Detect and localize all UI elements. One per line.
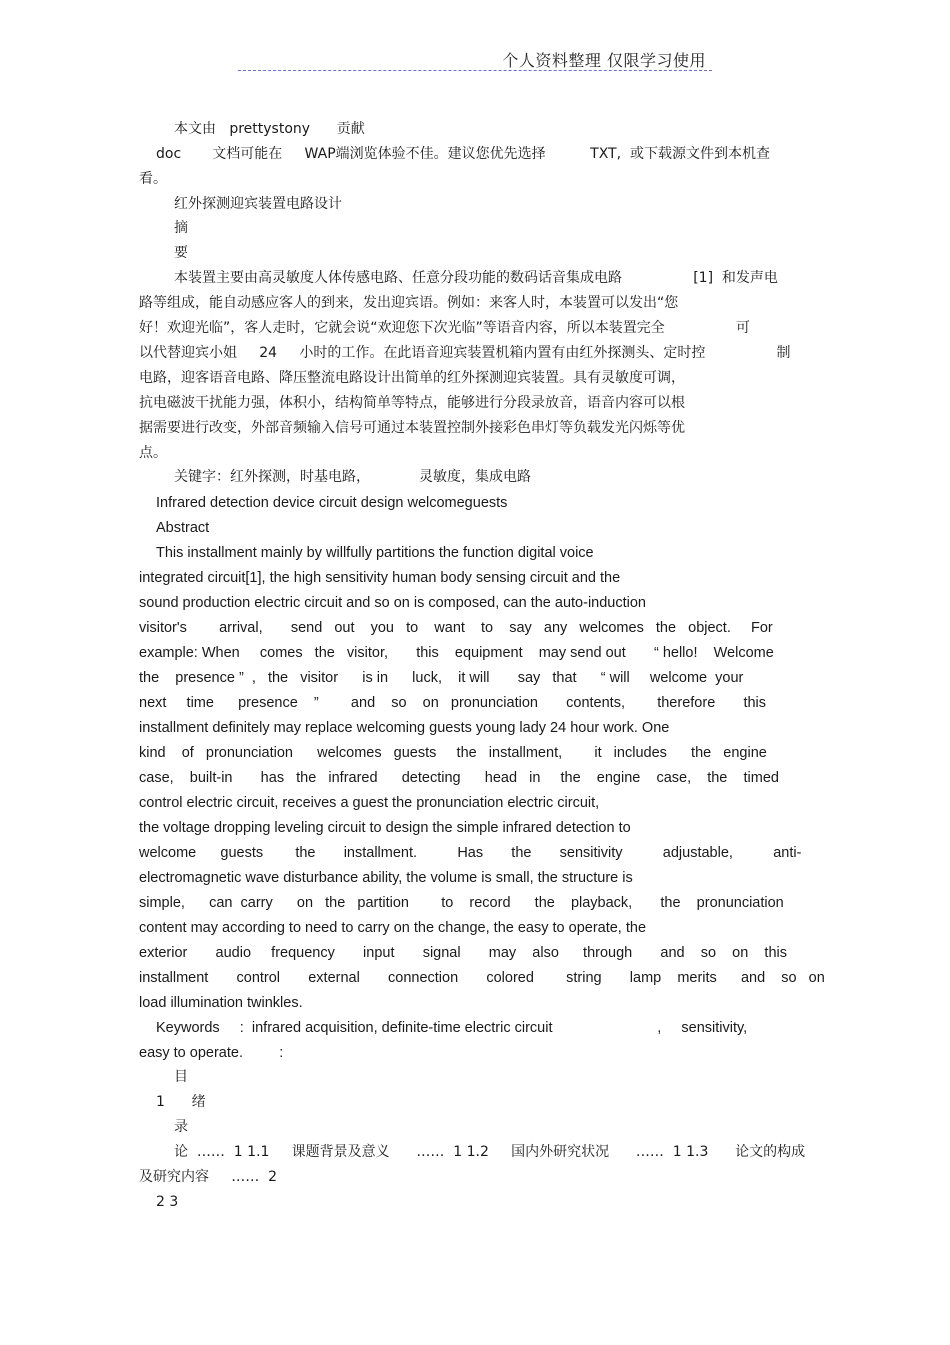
toc-entries: 论 …… 1 1.1 课题背景及意义 …… 1 1.2 国内外研究状况 …… 1 1.3 论文的构成 — [174, 1144, 806, 1160]
en-abstract-line: integrated circuit[1], the high sensitivity human body sensing circuit and the — [139, 570, 621, 586]
toc-heading-1: 目 — [174, 1069, 188, 1085]
en-abstract-line: content may according to need to carry on the change, the easy to operate, the — [139, 920, 647, 936]
cn-abstract-line: 抗电磁波干扰能力强，体积小，结构简单等特点，能够进行分段录放音，语音内容可以根 — [139, 395, 685, 411]
cn-abstract-line: 以代替迎宾小姐 24 小时的工作。在此语音迎宾装置机箱内置有由红外探测头、定时控 制 — [139, 345, 791, 361]
toc-entries-cont: 及研究内容 …… 2 — [139, 1169, 278, 1185]
en-abstract-line: kind of pronunciation welcomes guests the installment, it includes the engine — [139, 745, 767, 761]
abstract-heading-2: 要 — [174, 245, 188, 261]
en-abstract-line: installment control external connection colored string lamp merits and so on — [139, 970, 825, 986]
cn-abstract-line: 好！欢迎光临”，客人走时，它就会说“欢迎您下次光临”等语音内容，所以本装置完全 可 — [139, 320, 750, 336]
cn-abstract-line: 电路，迎客语音电路、降压整流电路设计出简单的红外探测迎宾装置。具有灵敏度可调， — [139, 370, 685, 386]
toc-heading-2: 录 — [174, 1119, 188, 1135]
cn-abstract-line: 路等组成，能自动感应客人的到来，发出迎宾语。例如：来客人时，本装置可以发出“您 — [139, 295, 679, 311]
page-header — [238, 46, 712, 71]
en-abstract-line: the voltage dropping leveling circuit to design the simple infrared detection to — [139, 820, 631, 836]
cn-abstract-line: 本装置主要由高灵敏度人体传感电路、任意分段功能的数码话音集成电路 [1] 和发声电 — [174, 270, 778, 286]
en-abstract-line: visitor's arrival, send out you to want to say any welcomes the object. For — [139, 620, 773, 636]
document-title: 红外探测迎宾装置电路设计 — [174, 196, 342, 212]
en-abstract-line: case, built-in has the infrared detecting head in the engine case, the timed — [139, 770, 779, 786]
en-abstract-line: electromagnetic wave disturbance ability, the volume is small, the structure is — [139, 870, 633, 886]
en-abstract-line: simple, can carry on the partition to record the playback, the pronunciation — [139, 895, 784, 911]
cn-abstract-line: 点。 — [139, 445, 167, 461]
en-abstract-heading: Abstract — [156, 520, 210, 536]
en-abstract-line: next time presence ” and so on pronunciation contents, therefore this — [139, 695, 767, 711]
en-title: Infrared detection device circuit design welcomeguests — [156, 495, 508, 511]
en-abstract-line: exterior audio frequency input signal may also through and so on this — [139, 945, 787, 961]
abstract-heading-1: 摘 — [174, 220, 188, 236]
en-abstract-line: installment definitely may replace welcoming guests young lady 24 hour work. One — [139, 720, 670, 736]
en-abstract-line: sound production electric circuit and so on is composed, can the auto-induction — [139, 595, 646, 611]
en-abstract-line: welcome guests the installment. Has the sensitivity adjustable, anti- — [139, 845, 802, 861]
toc-chapter-1: 1 绪 — [156, 1094, 206, 1110]
en-abstract-line: the presence ” , the visitor is in luck, it will say that “ will welcome your — [139, 670, 744, 686]
header-text: 个人资料整理 仅限学习使用 — [502, 51, 706, 70]
cn-keywords: 关键字：红外探测，时基电路， 灵敏度，集成电路 — [174, 469, 531, 485]
toc-page-numbers: 2 3 — [156, 1194, 179, 1210]
cn-abstract-line: 据需要进行改变，外部音频输入信号可通过本装置控制外接彩色串灯等负载发光闪烁等优 — [139, 420, 685, 436]
en-keywords-cont: easy to operate. : — [139, 1045, 284, 1061]
line-doc-notice: doc 文档可能在 WAP端浏览体验不佳。建议您优先选择 TXT, 或下载源文件到本机查 — [156, 146, 770, 162]
line-doc-notice-cont: 看。 — [139, 171, 167, 187]
en-abstract-line: load illumination twinkles. — [139, 995, 303, 1011]
en-abstract-line: control electric circuit, receives a guest the pronunciation electric circuit, — [139, 795, 600, 811]
line-contributor: 本文由 prettystony 贡献 — [174, 121, 365, 137]
en-keywords: Keywords : infrared acquisition, definite-time electric circuit , sensitivity, — [156, 1020, 748, 1036]
en-abstract-line: example: When comes the visitor, this equipment may send out “ hello! Welcome — [139, 645, 774, 661]
en-abstract-line: This installment mainly by willfully partitions the function digital voice — [156, 545, 594, 561]
